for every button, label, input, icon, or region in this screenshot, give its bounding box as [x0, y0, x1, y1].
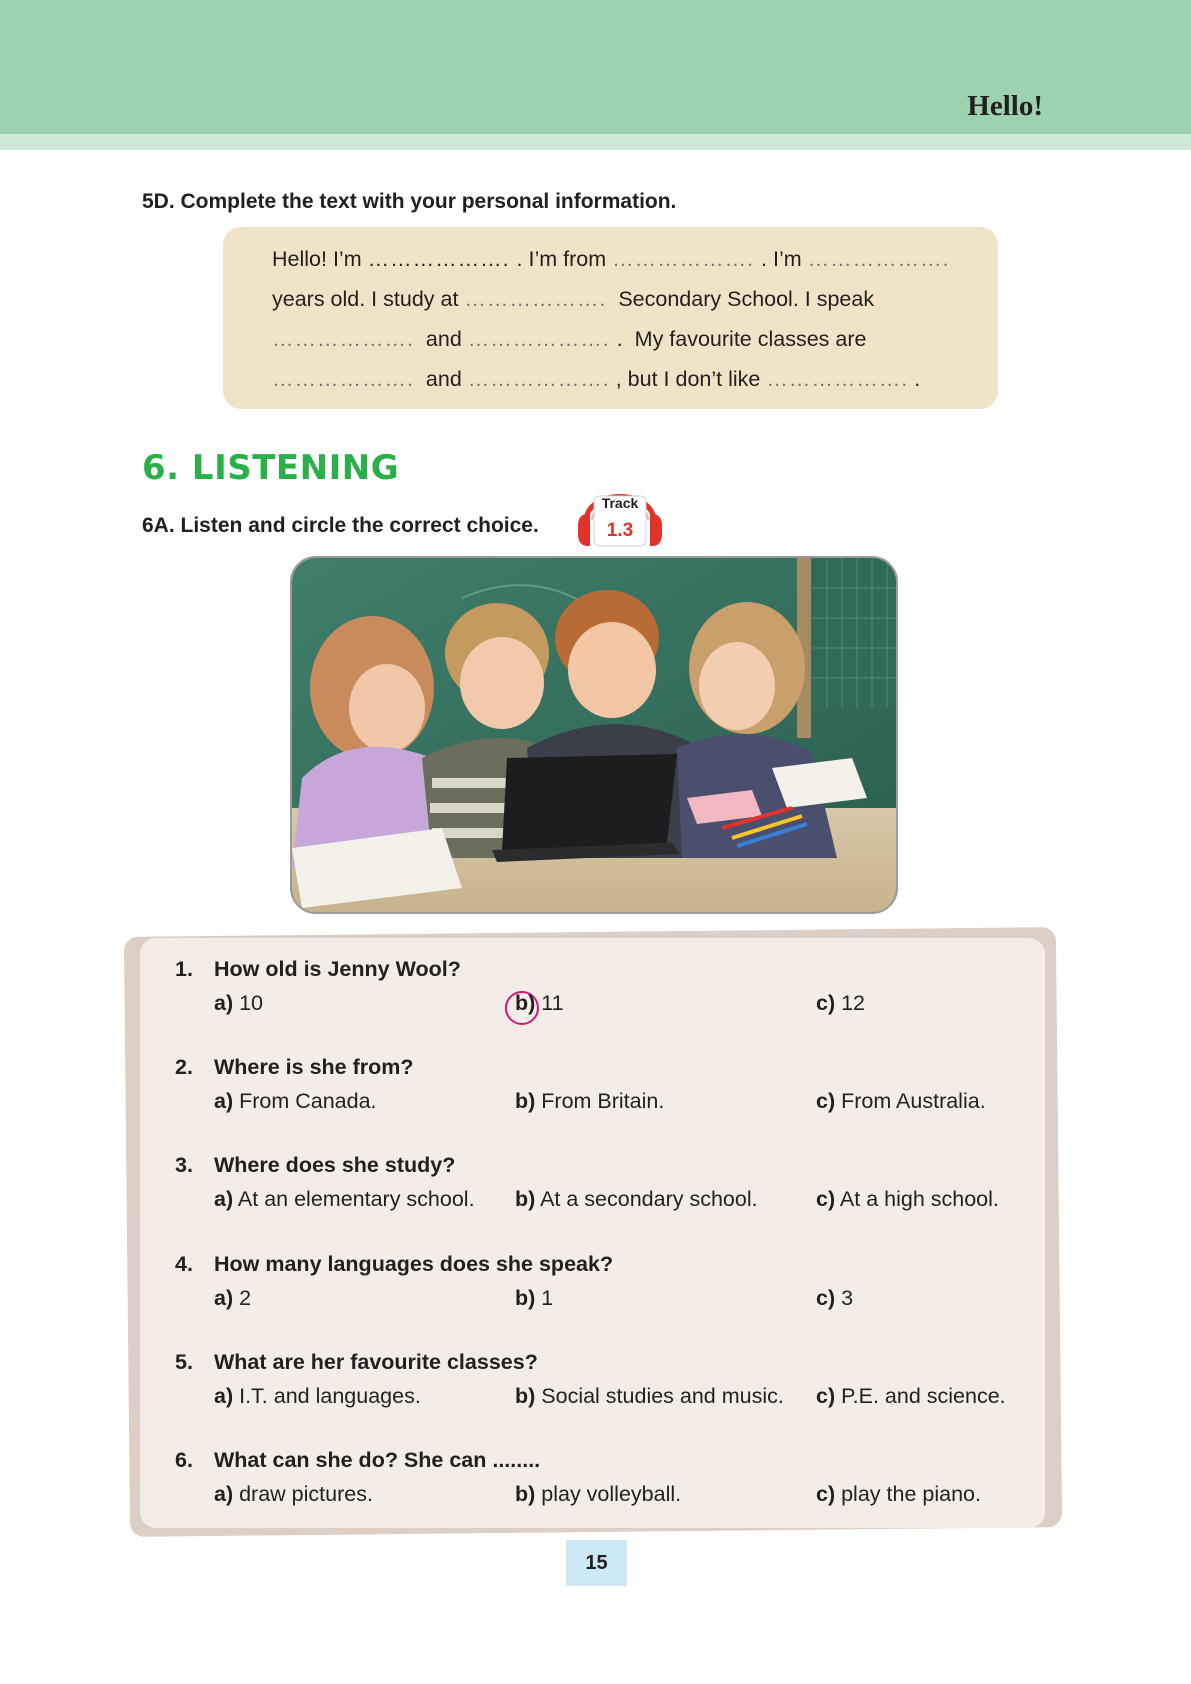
option-text: I.T. and languages. [233, 1384, 421, 1408]
option-a[interactable] [214, 1187, 475, 1212]
option-text: From Canada. [233, 1089, 377, 1113]
option-text: 3 [835, 1286, 854, 1310]
children-laptop-illustration [292, 558, 898, 914]
option-letter: a) [214, 1384, 234, 1408]
option-text: From Britain. [535, 1089, 665, 1113]
option-text: 2 [233, 1286, 252, 1310]
page-title: Hello! [967, 90, 1043, 122]
option-text: play the piano. [835, 1482, 981, 1506]
option-text: 10 [233, 991, 264, 1015]
classroom-photo [290, 556, 898, 914]
option-text: play volleyball. [535, 1482, 682, 1506]
option-b[interactable] [515, 1384, 784, 1409]
option-b[interactable] [515, 1187, 758, 1212]
fill-text: . I’m from [516, 247, 613, 271]
page-number: 15 [585, 1552, 608, 1574]
blank[interactable]: ………………. [467, 367, 610, 391]
option-text: At a secondary school. [535, 1187, 758, 1211]
question-number: 1. [175, 957, 193, 981]
option-letter: a) [214, 1482, 234, 1506]
option-a[interactable] [214, 1482, 373, 1507]
question-number: 4. [175, 1252, 193, 1276]
option-b[interactable] [515, 1286, 553, 1311]
blank[interactable]: ………………. [467, 327, 617, 351]
question-number: 5. [175, 1350, 193, 1374]
blank[interactable]: ………………. [807, 247, 950, 271]
option-letter: b) [515, 1187, 536, 1211]
fill-text: and [413, 367, 468, 391]
track-number: 1.3 [606, 520, 634, 541]
option-letter: c) [816, 1089, 836, 1113]
fill-text: years old. I study at [272, 287, 465, 311]
fill-text: . My favourite classes are [616, 327, 867, 351]
option-c[interactable] [816, 991, 865, 1016]
option-a[interactable] [214, 991, 263, 1016]
option-c[interactable] [816, 1384, 1006, 1409]
fill-line-3 [272, 327, 866, 352]
option-text: 1 [535, 1286, 554, 1310]
question-text: What can she do? She can ........ [214, 1448, 541, 1472]
option-letter: c) [816, 1384, 836, 1408]
section-title-listening: 6. LISTENING [142, 448, 400, 488]
blank[interactable]: ………………. [367, 247, 517, 271]
question-number: 3. [175, 1153, 193, 1177]
option-text: 11 [535, 991, 564, 1015]
questions-box [140, 938, 1045, 1528]
option-letter: b) [515, 1089, 536, 1113]
blank[interactable]: ………………. [612, 247, 762, 271]
question-text: What are her favourite classes? [214, 1350, 538, 1374]
blank[interactable]: ………………. [464, 287, 607, 311]
question-text: Where does she study? [214, 1153, 456, 1177]
fill-text: . [908, 367, 921, 391]
option-letter: c) [816, 991, 836, 1015]
option-text: At an elementary school. [233, 1187, 475, 1211]
option-text: At a high school. [835, 1187, 999, 1211]
track-badge[interactable] [572, 476, 668, 548]
option-a[interactable] [214, 1286, 251, 1311]
option-letter: a) [214, 1089, 234, 1113]
fill-text: Hello! I’m [272, 247, 368, 271]
option-c[interactable] [816, 1286, 853, 1311]
fill-line-1 [272, 247, 950, 272]
question-number: 6. [175, 1448, 193, 1472]
question-text: How many languages does she speak? [214, 1252, 614, 1276]
fill-text: Secondary School. I speak [606, 287, 875, 311]
question-number: 2. [175, 1055, 193, 1079]
option-c[interactable] [816, 1089, 986, 1114]
option-text: draw pictures. [233, 1482, 373, 1506]
fill-line-4 [272, 367, 920, 392]
option-b[interactable] [515, 1089, 664, 1114]
option-text: P.E. and science. [835, 1384, 1006, 1408]
question-text: Where is she from? [214, 1055, 414, 1079]
option-a[interactable] [214, 1089, 377, 1114]
option-letter: a) [214, 1187, 234, 1211]
option-letter: b) [515, 991, 536, 1015]
option-letter: a) [214, 1286, 234, 1310]
track-label: Track [601, 495, 639, 511]
blank[interactable]: ………………. [272, 367, 414, 391]
option-a[interactable] [214, 1384, 421, 1409]
option-letter: c) [816, 1286, 836, 1310]
instruction-6a: 6A. Listen and circle the correct choice. [142, 514, 539, 537]
option-c[interactable] [816, 1187, 999, 1212]
option-c[interactable] [816, 1482, 981, 1507]
option-text: 12 [835, 991, 866, 1015]
option-text: From Australia. [835, 1089, 986, 1113]
option-b[interactable] [515, 1482, 681, 1507]
fill-text: , but I don’t like [609, 367, 767, 391]
instruction-5d: 5D. Complete the text with your personal information. [142, 190, 677, 213]
option-b[interactable] [515, 991, 564, 1016]
fill-line-2 [272, 287, 874, 312]
option-letter: b) [515, 1482, 536, 1506]
option-letter: c) [816, 1482, 836, 1506]
header-strip [0, 134, 1191, 150]
blank[interactable]: ………………. [272, 327, 414, 351]
option-text: Social studies and music. [535, 1384, 784, 1408]
option-letter: c) [816, 1187, 836, 1211]
option-letter: b) [515, 1384, 536, 1408]
fill-text: and [413, 327, 468, 351]
question-text: How old is Jenny Wool? [214, 957, 461, 981]
fill-text: . I’m [761, 247, 808, 271]
option-letter: a) [214, 991, 234, 1015]
option-letter: b) [515, 1286, 536, 1310]
blank[interactable]: ………………. [766, 367, 909, 391]
